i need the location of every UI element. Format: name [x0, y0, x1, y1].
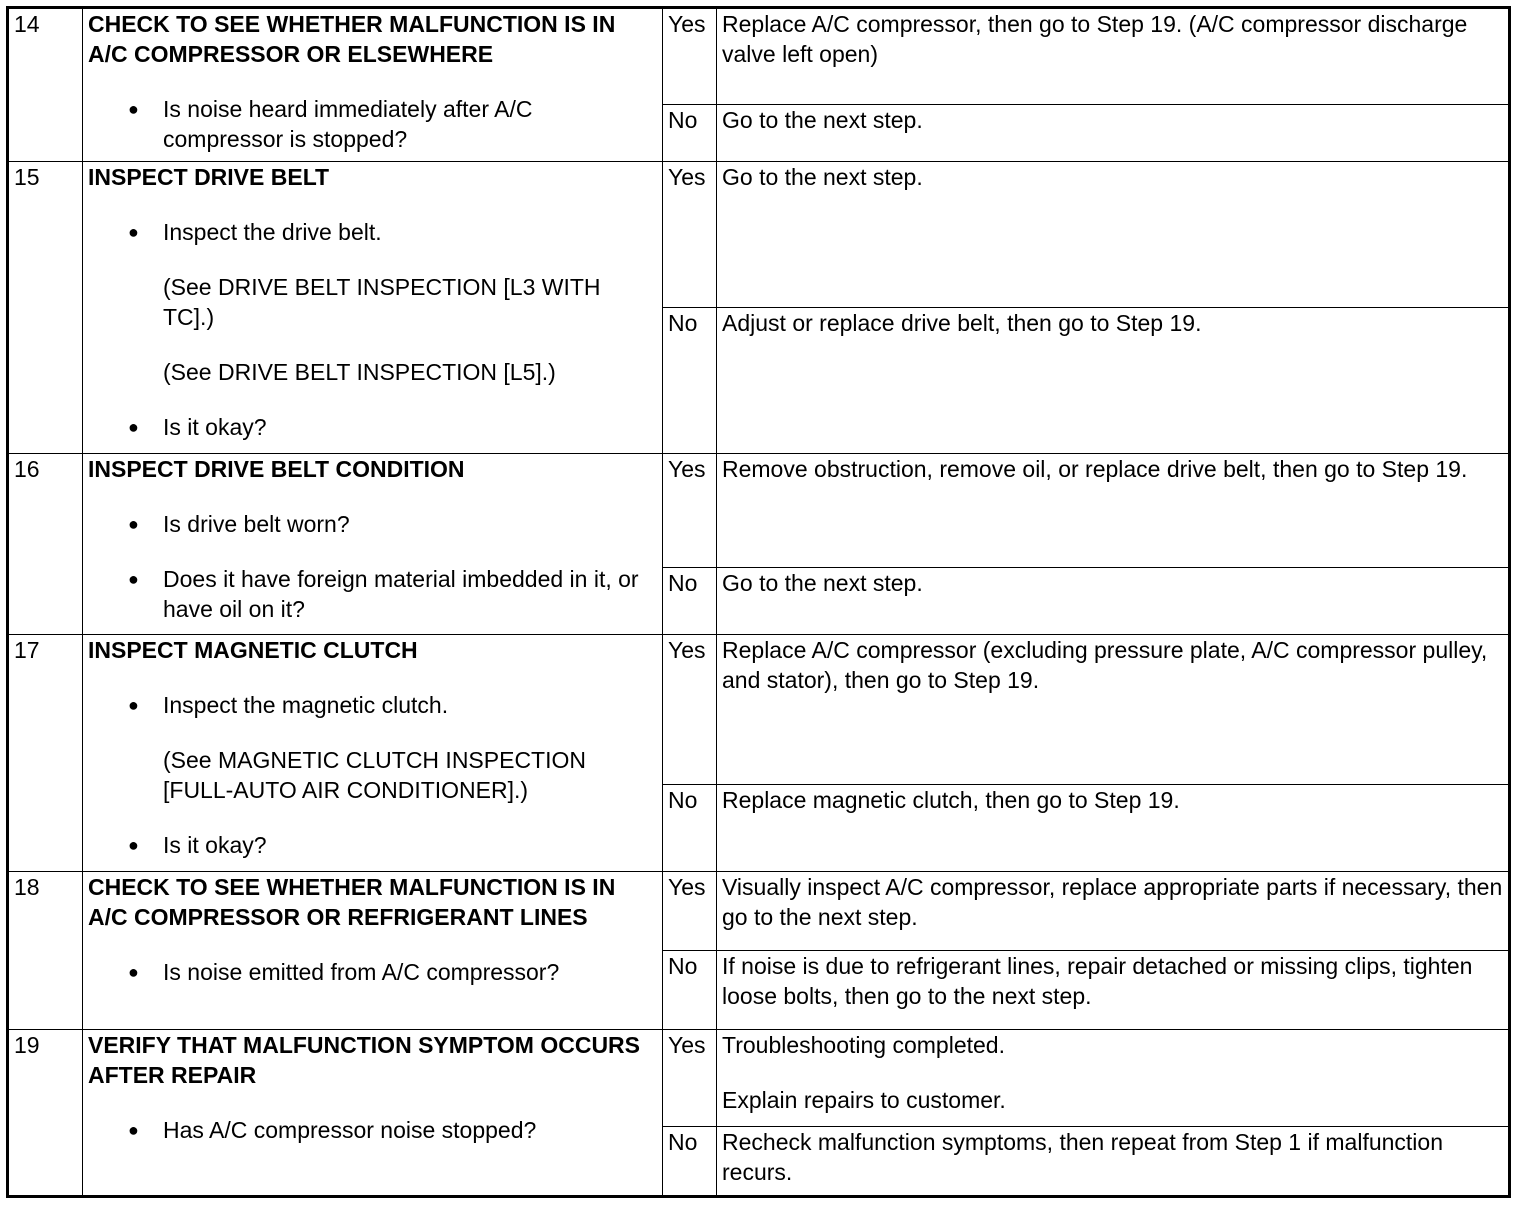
no-action	[717, 951, 1510, 1030]
bullet-item: ● Is drive belt worn?	[88, 509, 657, 539]
step-number: 17	[8, 635, 83, 872]
step-content	[83, 635, 663, 872]
action-text: Adjust or replace drive belt, then go to Step 19.	[722, 310, 1202, 336]
yes-action	[717, 454, 1510, 568]
yes-action	[717, 635, 1510, 785]
step-title: INSPECT DRIVE BELT	[88, 164, 330, 190]
no-label: No	[663, 105, 717, 162]
step-title: VERIFY THAT MALFUNCTION SYMPTOM OCCURS AFTER REPAIR	[88, 1032, 640, 1088]
no-label: No	[663, 951, 717, 1030]
yes-label: Yes	[663, 454, 717, 568]
action-text: Explain repairs to customer.	[722, 1087, 1006, 1113]
action-text: Go to the next step.	[722, 570, 923, 596]
bullet-item: ● Inspect the drive belt.	[88, 217, 657, 247]
step-row-yes	[8, 454, 1510, 568]
step-number: 18	[8, 872, 83, 1030]
step-row-yes	[8, 635, 1510, 785]
action-text: Replace A/C compressor (excluding pressure plate, A/C compressor pulley, and stator), then go to Step 19.	[722, 637, 1488, 693]
yes-action	[717, 1030, 1510, 1127]
no-action	[717, 1127, 1510, 1197]
no-action	[717, 105, 1510, 162]
step-content	[83, 872, 663, 1030]
step-title: CHECK TO SEE WHETHER MALFUNCTION IS IN A/C COMPRESSOR OR REFRIGERANT LINES	[88, 874, 616, 930]
step-content	[83, 162, 663, 454]
no-label: No	[663, 1127, 717, 1197]
no-label: No	[663, 785, 717, 872]
no-action	[717, 568, 1510, 635]
step-number: 19	[8, 1030, 83, 1197]
action-text: Remove obstruction, remove oil, or replace drive belt, then go to Step 19.	[722, 456, 1468, 482]
yes-label: Yes	[663, 8, 717, 105]
step-title: INSPECT DRIVE BELT CONDITION	[88, 456, 465, 482]
no-action	[717, 308, 1510, 454]
reference-note: (See MAGNETIC CLUTCH INSPECTION [FULL-AUTO AIR CONDITIONER].)	[163, 747, 586, 803]
action-text: If noise is due to refrigerant lines, repair detached or missing clips, tighten loose bolts, then go to the next step.	[722, 953, 1473, 1009]
no-label: No	[663, 308, 717, 454]
step-row-yes	[8, 8, 1510, 105]
action-text: Go to the next step.	[722, 164, 923, 190]
table-body	[8, 8, 1510, 1197]
action-text: Troubleshooting completed.	[722, 1032, 1005, 1058]
yes-label: Yes	[663, 162, 717, 308]
bullet-item: ● Is it okay?	[88, 830, 657, 860]
action-text: Go to the next step.	[722, 107, 923, 133]
yes-action	[717, 8, 1510, 105]
yes-label: Yes	[663, 1030, 717, 1127]
yes-action	[717, 872, 1510, 951]
step-title: INSPECT MAGNETIC CLUTCH	[88, 637, 418, 663]
step-content	[83, 1030, 663, 1197]
yes-label: Yes	[663, 635, 717, 785]
step-title: CHECK TO SEE WHETHER MALFUNCTION IS IN A/C COMPRESSOR OR ELSEWHERE	[88, 11, 616, 67]
action-text: Visually inspect A/C compressor, replace appropriate parts if necessary, then go to the next step.	[722, 874, 1503, 930]
step-row-yes	[8, 1030, 1510, 1127]
no-action	[717, 785, 1510, 872]
bullet-item: ● Inspect the magnetic clutch.	[88, 690, 657, 720]
no-label: No	[663, 568, 717, 635]
step-content	[83, 8, 663, 162]
step-content	[83, 454, 663, 635]
action-text: Replace magnetic clutch, then go to Step 19.	[722, 787, 1180, 813]
reference-note: (See DRIVE BELT INSPECTION [L3 WITH TC].)	[163, 274, 601, 330]
step-number: 16	[8, 454, 83, 635]
step-row-yes	[8, 162, 1510, 308]
step-number: 15	[8, 162, 83, 454]
bullet-item: ● Does it have foreign material imbedded in it, or have oil on it?	[88, 564, 657, 624]
step-number: 14	[8, 8, 83, 162]
bullet-item: ● Has A/C compressor noise stopped?	[88, 1115, 657, 1145]
bullet-item: ● Is noise heard immediately after A/C compressor is stopped?	[88, 94, 657, 154]
yes-label: Yes	[663, 872, 717, 951]
troubleshooting-table	[6, 6, 1511, 1198]
action-text: Replace A/C compressor, then go to Step 19. (A/C compressor discharge valve left open)	[722, 11, 1468, 67]
bullet-item: ● Is it okay?	[88, 412, 657, 442]
yes-action	[717, 162, 1510, 308]
bullet-item: ● Is noise emitted from A/C compressor?	[88, 957, 657, 987]
step-row-yes	[8, 872, 1510, 951]
action-text: Recheck malfunction symptoms, then repeat from Step 1 if malfunction recurs.	[722, 1129, 1443, 1185]
reference-note: (See DRIVE BELT INSPECTION [L5].)	[163, 359, 556, 385]
